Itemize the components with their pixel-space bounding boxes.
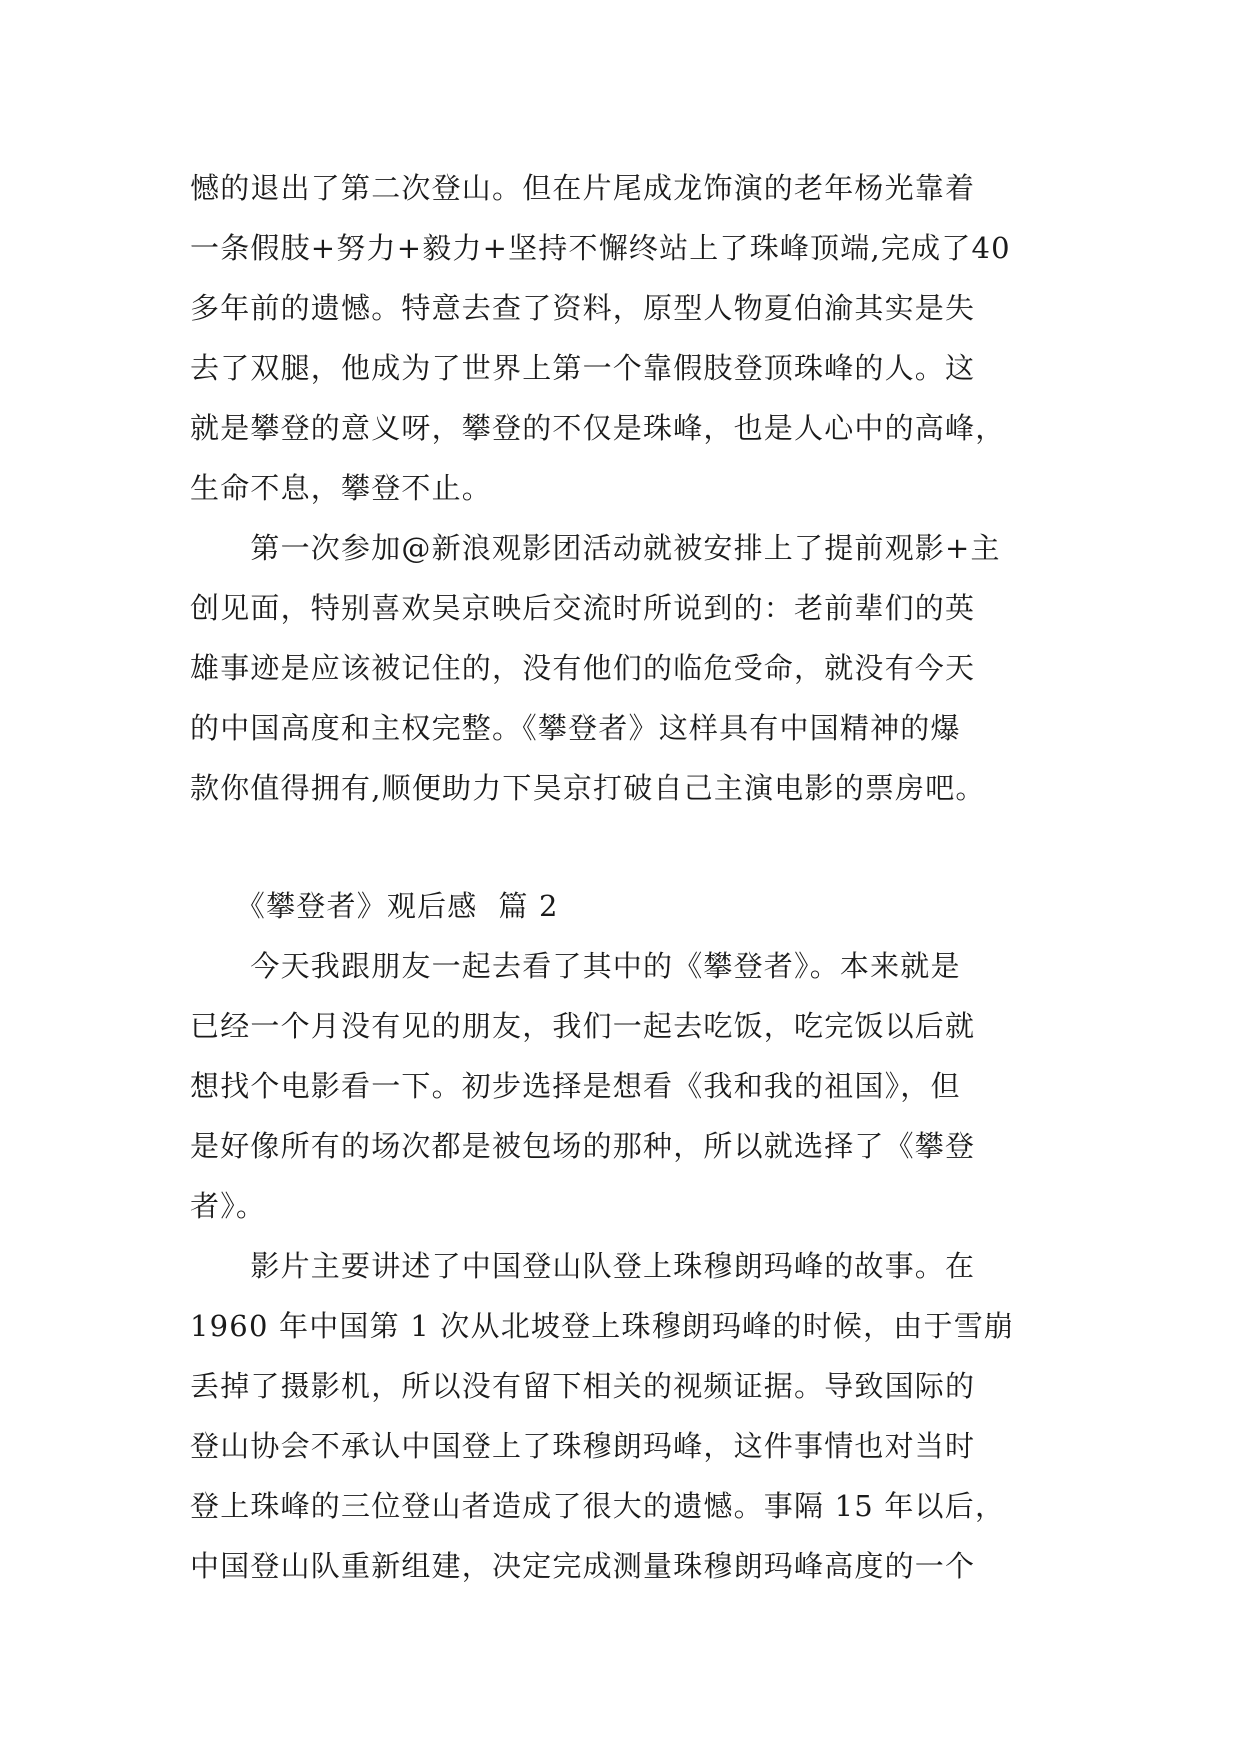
- text-line: 已经一个月没有见的朋友，我们一起去吃饭，吃完饭以后就: [190, 1009, 976, 1043]
- text-line: 影片主要讲述了中国登山队登上珠穆朗玛峰的故事。在: [190, 1249, 976, 1283]
- text-line: 第一次参加@新浪观影团活动就被安排上了提前观影+主: [190, 531, 1001, 565]
- paragraph-2: [190, 518, 1070, 818]
- text-line: 丢掉了摄影机，所以没有留下相关的视频证据。导致国际的: [190, 1369, 976, 1403]
- paragraph-1: [190, 158, 1070, 518]
- paragraph-spacer: [190, 818, 1070, 876]
- text-line: 就是攀登的意义呀，攀登的不仅是珠峰，也是人心中的高峰，: [190, 411, 1006, 445]
- text-line: 多年前的遗憾。特意去查了资料，原型人物夏伯渝其实是失: [190, 291, 976, 325]
- paragraph-3: [190, 936, 1070, 1236]
- section-heading: 《攀登者》观后感 篇 2: [190, 889, 559, 923]
- text-line: 想找个电影看一下。初步选择是想看《我和我的祖国》，但: [190, 1069, 961, 1103]
- text-line: 一条假肢+努力+毅力+坚持不懈终站上了珠峰顶端,完成了40: [190, 231, 1011, 265]
- text-line: 憾的退出了第二次登山。但在片尾成龙饰演的老年杨光靠着: [190, 171, 976, 205]
- text-line: 登上珠峰的三位登山者造成了很大的遗憾。事隔 15 年以后，: [190, 1489, 1006, 1523]
- document-body: [190, 158, 1070, 1596]
- text-line: 雄事迹是应该被记住的，没有他们的临危受命，就没有今天: [190, 651, 976, 685]
- text-line: 的中国高度和主权完整。《攀登者》这样具有中国精神的爆: [190, 711, 961, 745]
- paragraph-4: [190, 1236, 1070, 1596]
- text-line: 是好像所有的场次都是被包场的那种，所以就选择了《攀登: [190, 1129, 976, 1163]
- text-line: 登山协会不承认中国登上了珠穆朗玛峰，这件事情也对当时: [190, 1429, 976, 1463]
- text-line: 中国登山队重新组建，决定完成测量珠穆朗玛峰高度的一个: [190, 1549, 976, 1583]
- text-line: 创见面，特别喜欢吴京映后交流时所说到的：老前辈们的英: [190, 591, 976, 625]
- text-line: 1960 年中国第 1 次从北坡登上珠穆朗玛峰的时候，由于雪崩: [190, 1309, 1015, 1343]
- text-line: 生命不息，攀登不止。: [190, 471, 493, 505]
- text-line: 者》。: [190, 1189, 267, 1223]
- text-line: 今天我跟朋友一起去看了其中的《攀登者》。本来就是: [190, 949, 961, 983]
- text-line: 款你值得拥有,顺便助力下吴京打破自己主演电影的票房吧。: [190, 771, 986, 805]
- text-line: 去了双腿，他成为了世界上第一个靠假肢登顶珠峰的人。这: [190, 351, 976, 385]
